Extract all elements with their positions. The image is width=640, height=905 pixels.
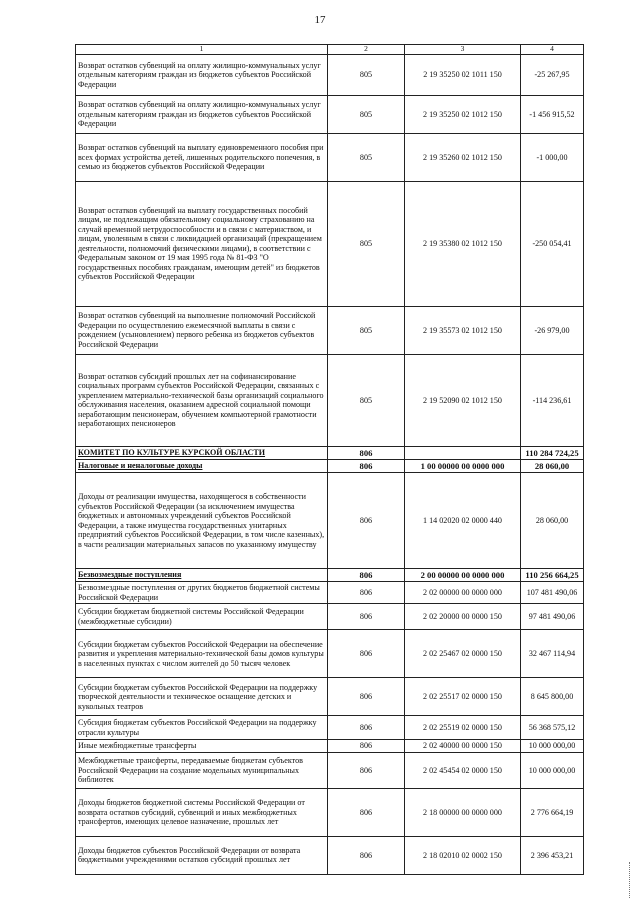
row-budget-code: 2 02 25519 02 0000 150	[405, 716, 521, 740]
row-name: Субсидии бюджетам бюджетной системы Российской Федерации (межбюджетные субсидии)	[76, 604, 328, 630]
table-row	[76, 630, 584, 678]
row-name: Возврат остатков субсидий прошлых лет на софинансирование социальных программ субъектов Российской Федерации, связанных с укреплением материально-технической базы организаций социального обслуживания населения, оказанием адресной социальной помощи неработающим пенсионерам, обучением компьютерной грамотности неработающих пенсионеров	[76, 354, 328, 446]
row-budget-code: 2 02 25517 02 0000 150	[405, 678, 521, 716]
row-amount: 28 060,00	[521, 459, 584, 472]
row-name: КОМИТЕТ ПО КУЛЬТУРЕ КУРСКОЙ ОБЛАСТИ	[76, 446, 328, 459]
table-row	[76, 752, 584, 788]
row-admin-code: 805	[328, 95, 405, 133]
row-name: Возврат остатков субвенций на оплату жилищно-коммунальных услуг отдельным категориям граждан из бюджетов субъектов Российской Федерации	[76, 54, 328, 95]
margin-mark	[629, 862, 634, 898]
table-row	[76, 678, 584, 716]
row-amount: 110 284 724,25	[521, 446, 584, 459]
page-number: 17	[314, 14, 326, 26]
row-admin-code: 806	[328, 740, 405, 753]
row-admin-code: 805	[328, 306, 405, 354]
row-name: Безвозмездные поступления от других бюджетов бюджетной системы Российской Федерации	[76, 582, 328, 604]
row-name: Безвозмездные поступления	[76, 569, 328, 582]
row-name: Возврат остатков субвенций на оплату жилищно-коммунальных услуг отдельным категориям граждан из бюджетов субъектов Российской Федерации	[76, 95, 328, 133]
column-number-3: 3	[405, 45, 521, 55]
row-amount: 110 256 664,25	[521, 569, 584, 582]
row-budget-code: 2 02 25467 02 0000 150	[405, 630, 521, 678]
row-budget-code: 2 18 00000 00 0000 000	[405, 788, 521, 836]
row-admin-code: 806	[328, 716, 405, 740]
row-amount: 10 000 000,00	[521, 740, 584, 753]
table-row	[76, 95, 584, 133]
row-name: Налоговые и неналоговые доходы	[76, 459, 328, 472]
row-admin-code: 805	[328, 181, 405, 306]
row-amount: -1 000,00	[521, 133, 584, 181]
table-row	[76, 54, 584, 95]
row-admin-code: 806	[328, 788, 405, 836]
row-admin-code: 806	[328, 446, 405, 459]
row-amount: -250 054,41	[521, 181, 584, 306]
row-name: Иные межбюджетные трансферты	[76, 740, 328, 753]
row-name: Доходы бюджетов бюджетной системы Российской Федерации от возврата остатков субсидий, субвенций и иных межбюджетных трансфертов, имеющих целевое назначение, прошлых лет	[76, 788, 328, 836]
row-budget-code: 2 19 35260 02 1012 150	[405, 133, 521, 181]
row-admin-code: 805	[328, 54, 405, 95]
row-name: Субсидии бюджетам субъектов Российской Федерации на обеспечение развития и укрепления материально-технической базы домов культуры в населенных пунктах с числом жителей до 50 тысяч человек	[76, 630, 328, 678]
revenue-table	[75, 44, 584, 875]
row-budget-code: 2 02 00000 00 0000 000	[405, 582, 521, 604]
column-number-4: 4	[521, 45, 584, 55]
row-amount: -25 267,95	[521, 54, 584, 95]
row-name: Межбюджетные трансферты, передаваемые бюджетам субъектов Российской Федерации на создание модельных муниципальных библиотек	[76, 752, 328, 788]
row-name: Субсидии бюджетам субъектов Российской Федерации на поддержку творческой деятельности и техническое оснащение детских и кукольных театров	[76, 678, 328, 716]
row-amount: 107 481 490,06	[521, 582, 584, 604]
row-amount: 28 060,00	[521, 473, 584, 569]
table-row	[76, 354, 584, 446]
row-budget-code: 2 19 52090 02 1012 150	[405, 354, 521, 446]
table-row	[76, 582, 584, 604]
row-budget-code: 2 19 35250 02 1012 150	[405, 95, 521, 133]
table-row	[76, 306, 584, 354]
table-row	[76, 788, 584, 836]
row-admin-code: 806	[328, 752, 405, 788]
row-amount: 56 368 575,12	[521, 716, 584, 740]
table-row	[76, 604, 584, 630]
row-amount: -114 236,61	[521, 354, 584, 446]
table-row	[76, 446, 584, 459]
table-row	[76, 133, 584, 181]
row-admin-code: 806	[328, 630, 405, 678]
table-row	[76, 740, 584, 753]
table-row	[76, 473, 584, 569]
row-budget-code: 2 18 02010 02 0002 150	[405, 836, 521, 874]
row-budget-code: 2 02 40000 00 0000 150	[405, 740, 521, 753]
row-admin-code: 806	[328, 459, 405, 472]
row-admin-code: 806	[328, 836, 405, 874]
row-admin-code: 806	[328, 569, 405, 582]
table-row	[76, 836, 584, 874]
row-admin-code: 806	[328, 582, 405, 604]
column-number-row	[76, 45, 584, 55]
row-name: Субсидия бюджетам субъектов Российской Федерации на поддержку отрасли культуры	[76, 716, 328, 740]
row-budget-code: 1 00 00000 00 0000 000	[405, 459, 521, 472]
row-budget-code: 2 19 35250 02 1011 150	[405, 54, 521, 95]
row-name: Возврат остатков субвенций на выполнение полномочий Российской Федерации по осуществлению ежемесячной выплаты в связи с рождением (усыновлением) первого ребенка из бюджетов субъектов Российской Федерации	[76, 306, 328, 354]
row-amount: 32 467 114,94	[521, 630, 584, 678]
row-admin-code: 805	[328, 354, 405, 446]
row-amount: 2 396 453,21	[521, 836, 584, 874]
column-number-2: 2	[328, 45, 405, 55]
row-name: Доходы от реализации имущества, находящегося в собственности субъектов Российской Федерации (за исключением имущества бюджетных и автономных учреждений субъектов Российской Федерации, а также имущества государственных унитарных предприятий субъектов Российской Федерации, в том числе казенных), в части реализации материальных запасов по указанному имуществу	[76, 473, 328, 569]
row-name: Возврат остатков субвенций на выплату государственных пособий лицам, не подлежащим обязательному социальному страхованию на случай временной нетрудоспособности и в связи с материнством, и лицам, уволенным в связи с ликвидацией организаций (прекращением деятельности, полномочий физическими лицами), в соответствии с Федеральным законом от 19 мая 1995 года № 81-ФЗ "О государственных пособиях гражданам, имеющим детей" из бюджетов субъектов Российской Федерации	[76, 181, 328, 306]
table-row	[76, 459, 584, 472]
table-row	[76, 716, 584, 740]
row-budget-code: 2 02 45454 02 0000 150	[405, 752, 521, 788]
row-budget-code: 2 02 20000 00 0000 150	[405, 604, 521, 630]
row-amount: -26 979,00	[521, 306, 584, 354]
row-admin-code: 805	[328, 133, 405, 181]
row-amount: -1 456 915,52	[521, 95, 584, 133]
row-name: Доходы бюджетов субъектов Российской Федерации от возврата бюджетными учреждениями остатков субсидий прошлых лет	[76, 836, 328, 874]
row-admin-code: 806	[328, 473, 405, 569]
row-name: Возврат остатков субвенций на выплату единовременного пособия при всех формах устройства детей, лишенных родительского попечения, в семью из бюджетов субъектов Российской Федерации	[76, 133, 328, 181]
row-budget-code: 2 00 00000 00 0000 000	[405, 569, 521, 582]
row-admin-code: 806	[328, 604, 405, 630]
row-amount: 10 000 000,00	[521, 752, 584, 788]
table-row	[76, 181, 584, 306]
column-number-1: 1	[76, 45, 328, 55]
row-budget-code: 2 19 35573 02 1012 150	[405, 306, 521, 354]
row-budget-code	[405, 446, 521, 459]
row-amount: 97 481 490,06	[521, 604, 584, 630]
row-amount: 8 645 800,00	[521, 678, 584, 716]
row-budget-code: 2 19 35380 02 1012 150	[405, 181, 521, 306]
row-admin-code: 806	[328, 678, 405, 716]
row-amount: 2 776 664,19	[521, 788, 584, 836]
table-row	[76, 569, 584, 582]
row-budget-code: 1 14 02020 02 0000 440	[405, 473, 521, 569]
